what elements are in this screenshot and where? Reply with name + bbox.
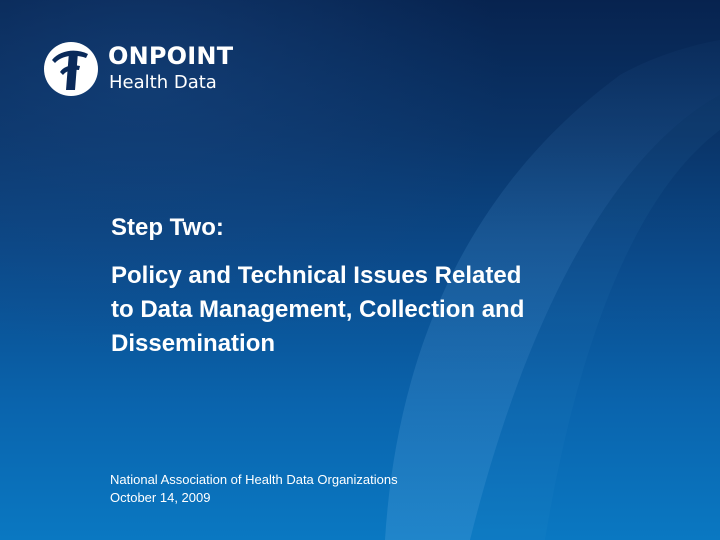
logo-wordmark-onpoint: ONPOINT <box>108 42 234 70</box>
onpoint-logo-mark-icon <box>42 40 100 98</box>
slide-subtitle: Step Two: <box>111 214 224 241</box>
presentation-date: October 14, 2009 <box>110 490 211 505</box>
onpoint-logo <box>42 40 232 100</box>
slide-title: Policy and Technical Issues Related to Data Management, Collection and Dissemination <box>111 262 525 357</box>
presenter-organization: National Association of Health Data Organizations <box>110 472 398 487</box>
logo-wordmark-health-data: Health Data <box>109 72 217 93</box>
